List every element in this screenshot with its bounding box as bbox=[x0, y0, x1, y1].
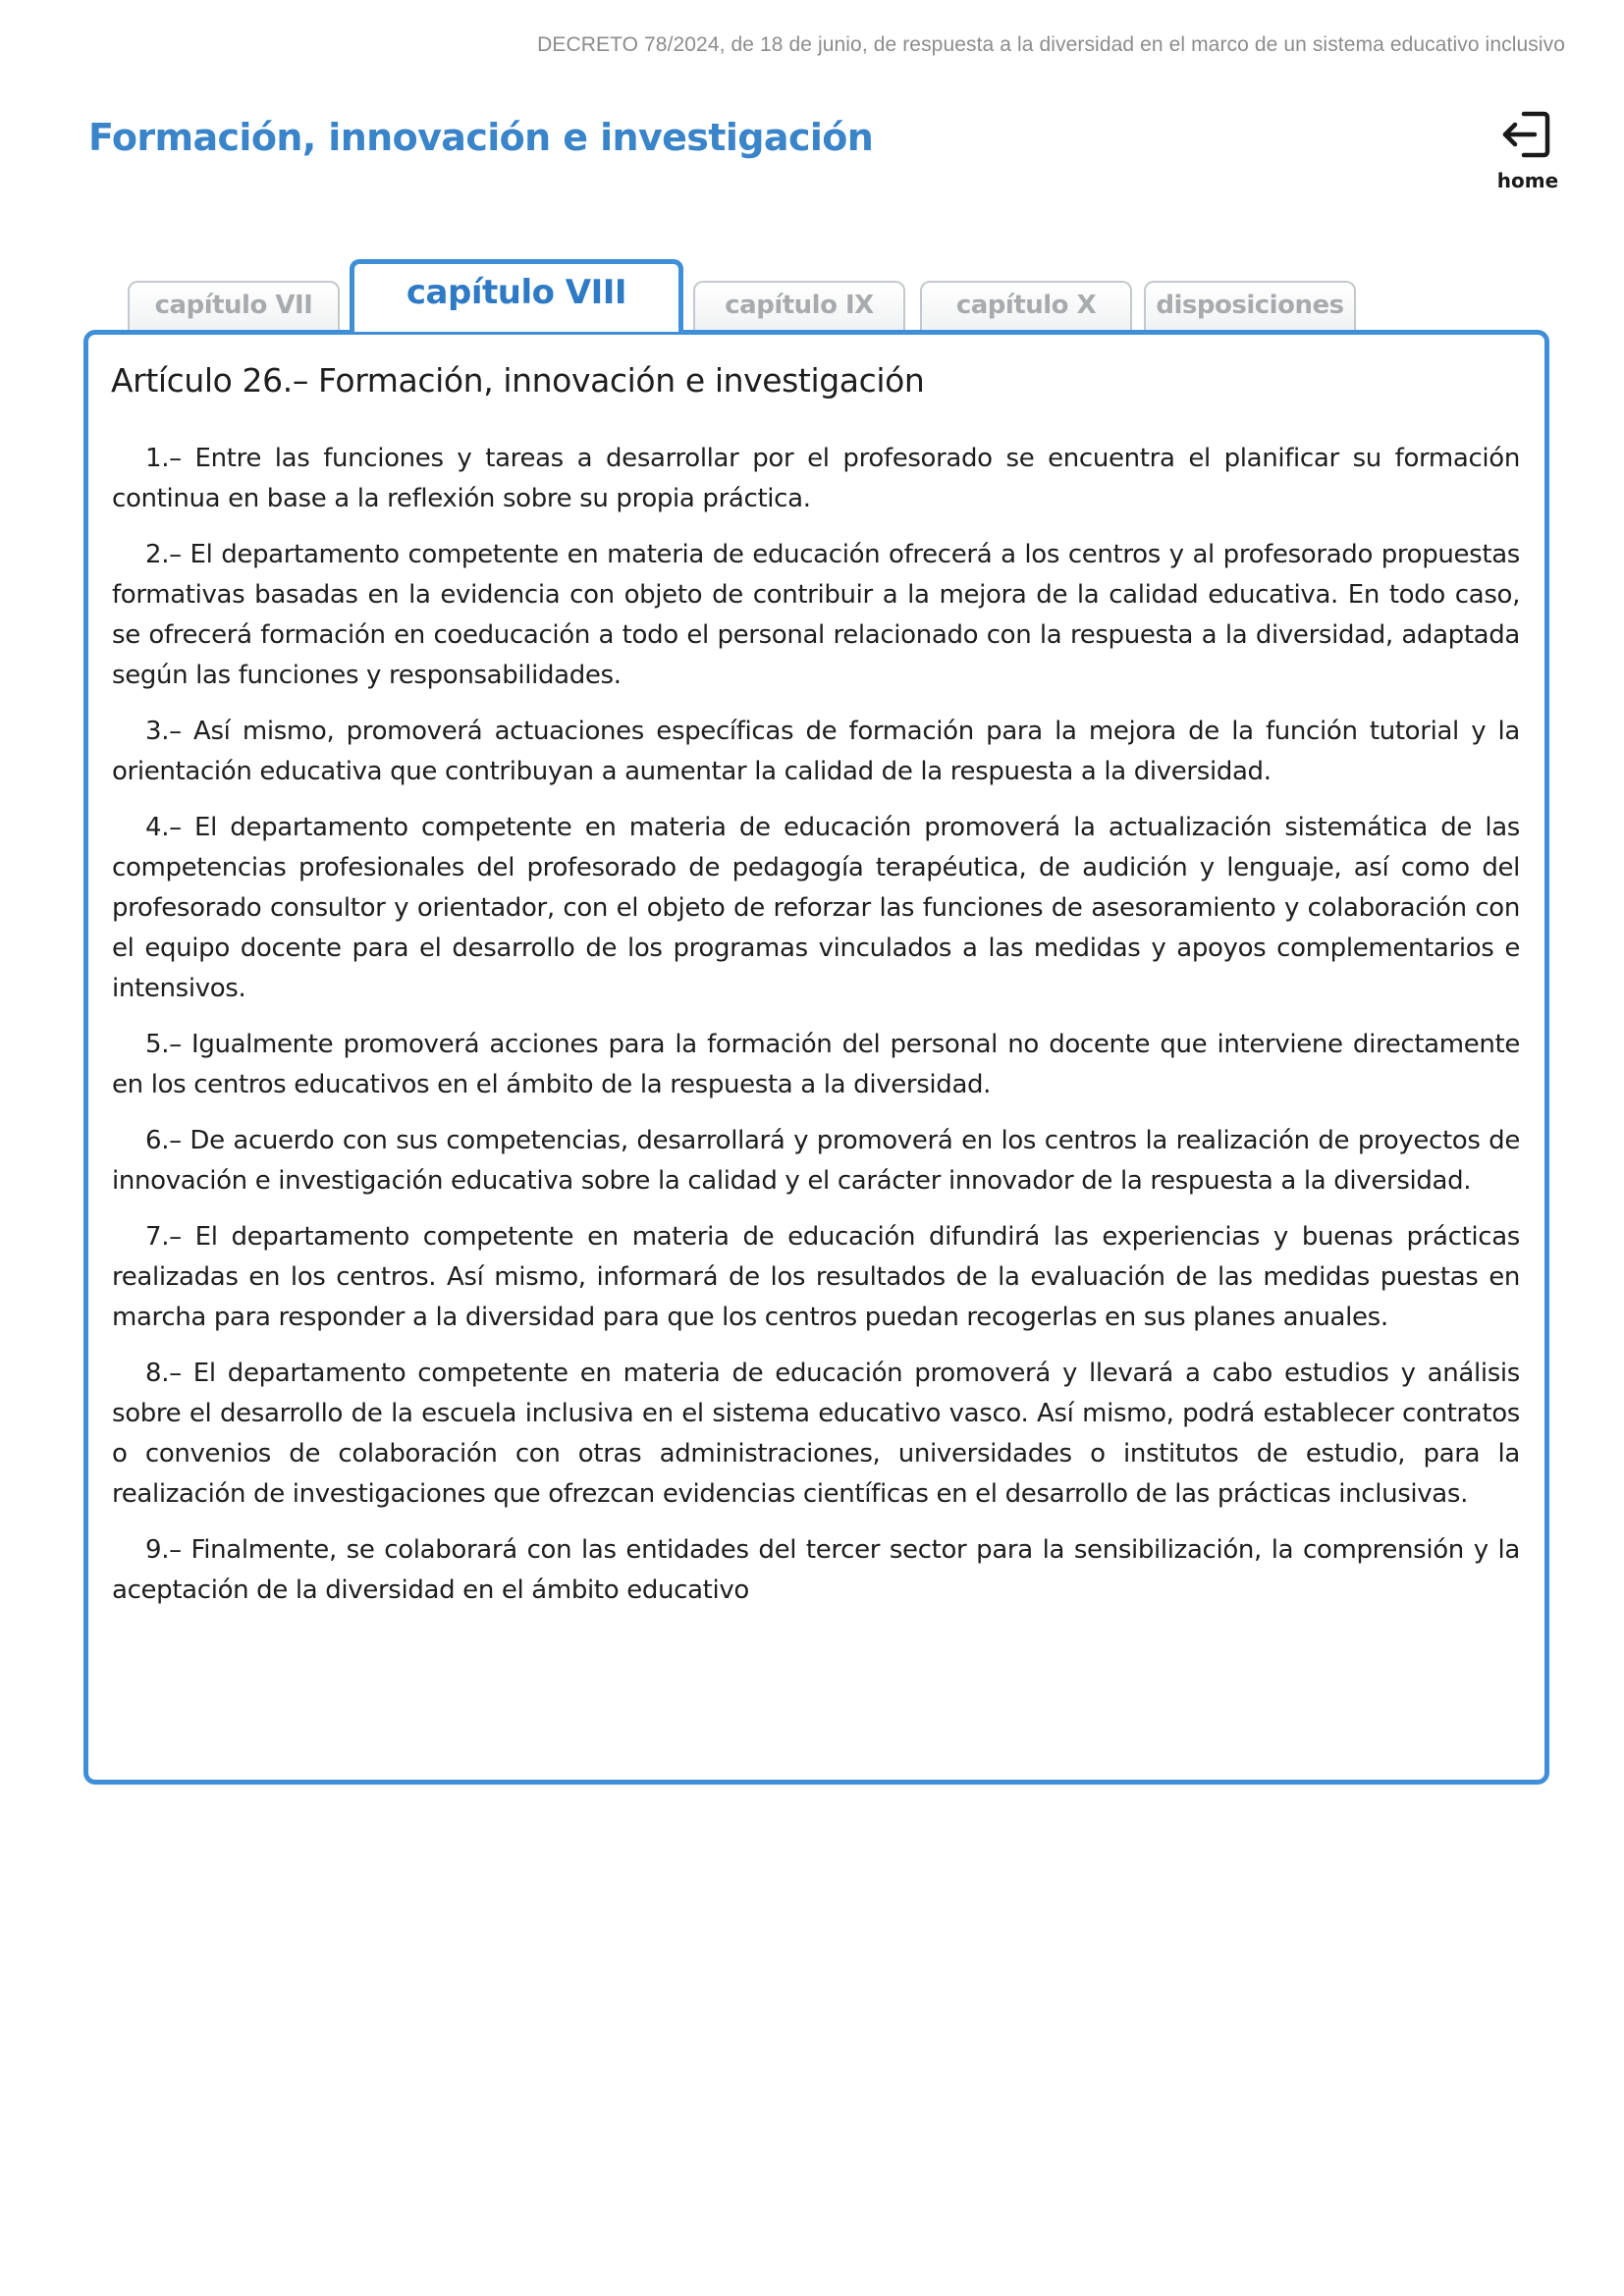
article-paragraph-6: 6.– De acuerdo con sus competencias, desarrollará y promoverá en los centros la realización de proyectos de innovación e investigación educativa sobre la calidad y el carácter innovador de la respuesta a la diversidad. bbox=[112, 1126, 1520, 1196]
article-body bbox=[112, 439, 1520, 1627]
exit-arrow-icon bbox=[1498, 104, 1557, 165]
tab-capitulo-vii[interactable]: capítulo VII bbox=[128, 281, 340, 330]
article-paragraph-2: 2.– El departamento competente en materia de educación ofrecerá a los centros y al profesorado propuestas formativas basadas en la evidencia con objeto de contribuir a la mejora de la calidad educativa. En todo caso, se ofrecerá formación en coeducación a todo el personal relacionado con la respuesta a la diversidad, adaptada según las funciones y responsabilidades. bbox=[112, 540, 1520, 690]
running-header: DECRETO 78/2024, de 18 de junio, de respuesta a la diversidad en el marco de un sistema educativo inclusivo bbox=[537, 33, 1565, 56]
article-paragraph-1: 1.– Entre las funciones y tareas a desarrollar por el profesorado se encuentra el planificar su formación continua en base a la reflexión sobre su propia práctica. bbox=[112, 444, 1520, 513]
home-label: home bbox=[1496, 169, 1559, 192]
article-paragraph-8: 8.– El departamento competente en materia de educación promoverá y llevará a cabo estudios y análisis sobre el desarrollo de la escuela inclusiva en el sistema educativo vasco. Así mismo, podrá establecer contratos o convenios de colaboración con otras administraciones, universidades o institutos de estudio, para la realización de investigaciones que ofrezcan evidencias científicas en el desarrollo de las prácticas inclusivas. bbox=[112, 1359, 1520, 1509]
article-paragraph-4: 4.– El departamento competente en materia de educación promoverá la actualización sistemática de las competencias profesionales del profesorado de pedagogía terapéutica, de audición y lenguaje, así como del profesorado consultor y orientador, con el objeto de reforzar las funciones de asesoramiento y colaboración con el equipo docente para el desarrollo de los programas vinculados a las medidas y apoyos complementarios e intensivos. bbox=[112, 813, 1520, 1003]
article-heading: Artículo 26.– Formación, innovación e investigación bbox=[111, 361, 925, 400]
page-title: Formación, innovación e investigación bbox=[88, 116, 874, 159]
article-paragraph-7: 7.– El departamento competente en materia de educación difundirá las experiencias y buenas prácticas realizadas en los centros. Así mismo, informará de los resultados de la evaluación de las medidas puestas en marcha para responder a la diversidad para que los centros puedan recogerlas en sus planes anuales. bbox=[112, 1222, 1520, 1332]
article-paragraph-5: 5.– Igualmente promoverá acciones para la formación del personal no docente que interviene directamente en los centros educativos en el ámbito de la respuesta a la diversidad. bbox=[112, 1030, 1520, 1099]
article-paragraph-3: 3.– Así mismo, promoverá actuaciones específicas de formación para la mejora de la función tutorial y la orientación educativa que contribuyan a aumentar la calidad de la respuesta a la diversidad. bbox=[112, 717, 1520, 786]
tab-disposiciones[interactable]: disposiciones bbox=[1144, 281, 1356, 330]
tab-capitulo-ix[interactable]: capítulo IX bbox=[693, 281, 905, 330]
tab-capitulo-viii[interactable]: capítulo VIII bbox=[350, 259, 683, 332]
home-button[interactable] bbox=[1489, 104, 1567, 198]
article-paragraph-9: 9.– Finalmente, se colaborará con las entidades del tercer sector para la sensibilización, la comprensión y la aceptación de la diversidad en el ámbito educativo bbox=[112, 1535, 1520, 1605]
tab-capitulo-x[interactable]: capítulo X bbox=[920, 281, 1132, 330]
